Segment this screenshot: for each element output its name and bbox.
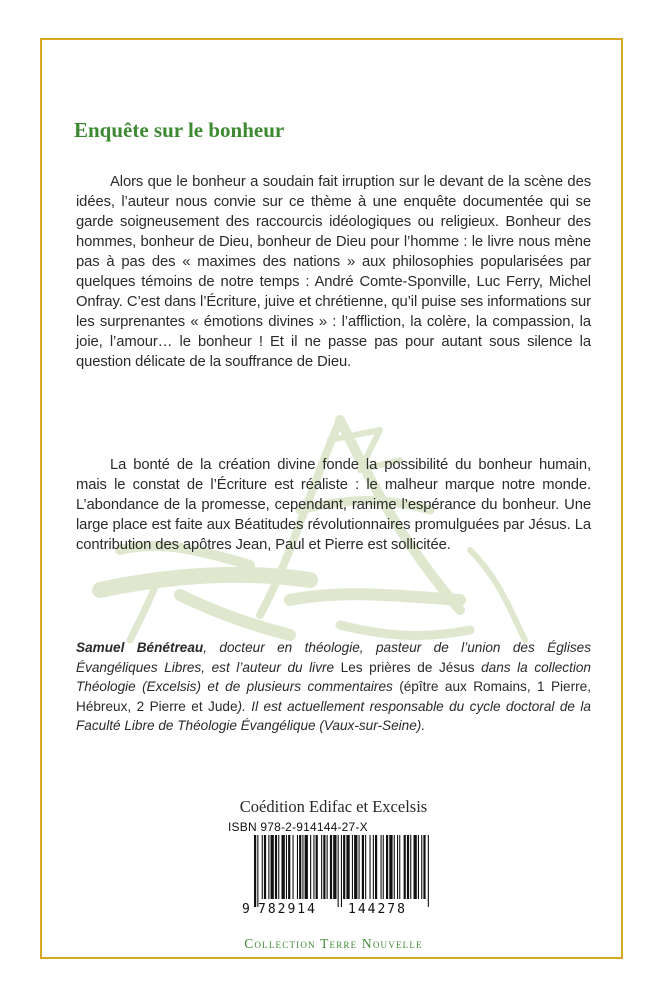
barcode-digits-right: 144278 — [348, 902, 407, 915]
author-bio-text-1: , docteur en théologie, pasteur de l’union des Églises Évangéliques Libres, est l’auteur du livre — [76, 640, 591, 675]
author-name: Samuel Bénétreau — [76, 640, 204, 655]
description-paragraph-1: Alors que le bonheur a soudain fait irruption sur le devant de la scène des idées, l’auteur nous convie sur ce thème à une enquête documentée qui se garde soigneusement des raccourcis idéologiques ou religieux. Bonheur des hommes, bonheur de Dieu, bonheur de Dieu pour l’homme : le livre nous mène pas à pas des « maximes des nations » aux philosophies popularisées par quelques témoins de notre temps : André Comte-Sponville, Luc Ferry, Michel Onfray. C’est dans l’Écriture, juive et chrétienne, qu’il puise ses informations sur les surprenantes « émotions divines » : l’affliction, la colère, la compassion, la joie, l’amour… le bonheur ! Et il ne passe pas pour autant sous silence la question délicate de la souffrance de Dieu. — [76, 174, 591, 370]
collection-name: Collection Terre Nouvelle — [244, 936, 423, 951]
author-bio-text-3: ). Il est actuellement responsable du cycle doctoral de la Faculté Libre de Théologie Évangélique (Vaux-sur-Seine). — [76, 698, 591, 733]
author-bio-text-2: dans la collection Théologie (Excelsis) et de plusieurs commentaires — [76, 659, 591, 694]
author-bio — [76, 638, 591, 736]
page-title: Enquête sur le bonheur — [74, 118, 285, 142]
isbn-number: ISBN 978-2-914144-27-X — [228, 820, 368, 834]
barcode-digit-first: 9 — [242, 902, 250, 915]
barcode-digits-left: 782914 — [258, 902, 317, 915]
description-paragraph-2: La bonté de la création divine fonde la possibilité du bonheur humain, mais le constat de l’Écriture est réaliste : le malheur marque notre monde. L’abondance de la promesse, cependant, ranime l’espérance du bonheur. Une large place est faite aux Béatitudes révolutionnaires promulguées par Jésus. La contribution des apôtres Jean, Paul et Pierre est sollicitée. — [76, 457, 591, 553]
coedition-line: Coédition Edifac et Excelsis — [239, 797, 428, 816]
author-book-title: Les prières de Jésus — [340, 659, 475, 675]
author-works: (épître aux Romains, 1 Pierre, Hébreux, 2 Pierre et Jude — [76, 679, 591, 714]
barcode — [240, 835, 440, 915]
